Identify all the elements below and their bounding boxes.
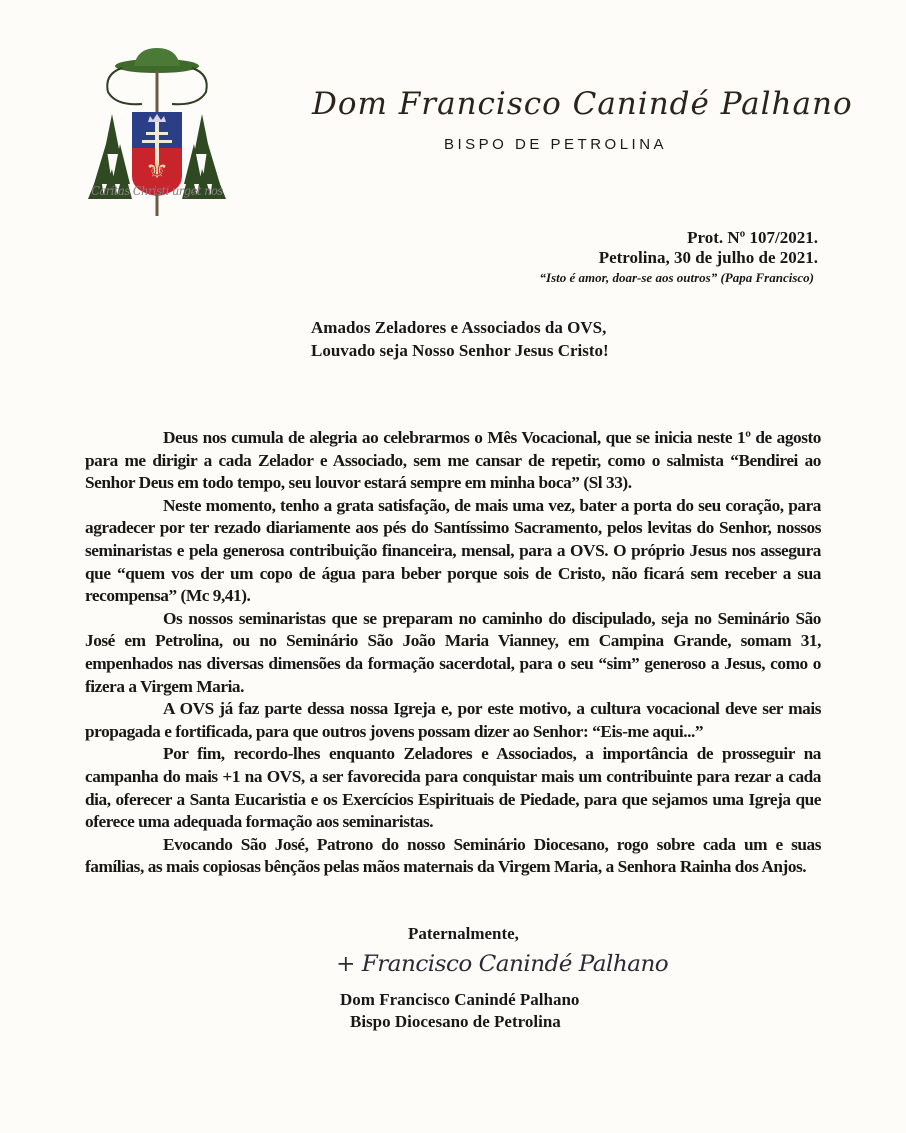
paragraph: Evocando São José, Patrono do nosso Seminário Diocesano, rogo sobre cada um e suas famílias, as mais copiosas bênçãos pelas mãos maternais da Virgem Maria, a Senhora Rainha dos Anjos. — [85, 834, 821, 877]
signer-name: Dom Francisco Canindé Palhano — [340, 990, 580, 1009]
handwritten-signature: + Francisco Canindé Palhano — [336, 952, 669, 977]
signer-title: Bispo Diocesano de Petrolina — [350, 1012, 561, 1031]
paragraph: Neste momento, tenho a grata satisfação, de mais uma vez, bater a porta do seu coração, para agradecer por ter rezado diariamente aos pés do Santíssimo Sacramento, pelos levitas do Senhor, nossos seminaristas e pela generosa contribuição financeira, mensal, para a OVS. O próprio Jesus nos assegura que “quem vos der um copo de água para beber porque sois de Cristo, não ficará sem receber a sua recompensa” (Mc 9,41). — [85, 495, 821, 606]
valediction: Paternalmente, — [408, 924, 519, 943]
paragraph: Deus nos cumula de alegria ao celebrarmos o Mês Vocacional, que se inicia neste 1º de agosto para me dirigir a cada Zelador e Associado, sem me cansar de repetir, como o salmista “Bendirei ao Senhor Deus em todo tempo, seu louvor estará sempre em minha boca” (Sl 33). — [85, 428, 821, 493]
letter-body — [85, 427, 821, 879]
place-date: Petrolina, 30 de julho de 2021. — [598, 248, 818, 267]
epigraph-quote: “Isto é amor, doar-se aos outros” (Papa Francisco) — [539, 270, 814, 285]
paragraph: Os nossos seminaristas que se preparam no caminho do discipulado, seja no Seminário São José em Petrolina, ou no Seminário São João Maria Vianney, em Campina Grande, somam 31, empenhados nas diversas dimensões da formação sacerdotal, para o seu “sim” generoso a Jesus, como o fizera a Virgem Maria. — [85, 608, 821, 696]
letterhead-name: Dom Francisco Canindé Palhano — [312, 86, 853, 122]
paragraph: Por fim, recordo-lhes enquanto Zeladores e Associados, a importância de prosseguir na campanha do mais +1 na OVS, a ser favorecida para conquistar mais um contribuinte para rezar a cada dia, oferecer a Santa Eucaristia e os Exercícios Espirituais de Piedade, para que sejamos uma Igreja que oferece uma adequada formação aos seminaristas. — [85, 744, 821, 832]
paragraph: A OVS já faz parte dessa nossa Igreja e, por este motivo, a cultura vocacional deve ser mais propagada e fortificada, para que outros jovens possam dizer ao Senhor: “Eis-me aqui...” — [85, 699, 821, 741]
salutation-line-2: Louvado seja Nosso Senhor Jesus Cristo! — [311, 341, 609, 360]
salutation-line-1: Amados Zeladores e Associados da OVS, — [311, 318, 607, 337]
protocol-number: Prot. Nº 107/2021. — [687, 228, 818, 247]
svg-text:⚜: ⚜ — [145, 155, 169, 184]
crest-motto: Caritas Christi urget nos — [91, 184, 223, 198]
letterhead-title: BISPO DE PETROLINA — [444, 136, 668, 153]
